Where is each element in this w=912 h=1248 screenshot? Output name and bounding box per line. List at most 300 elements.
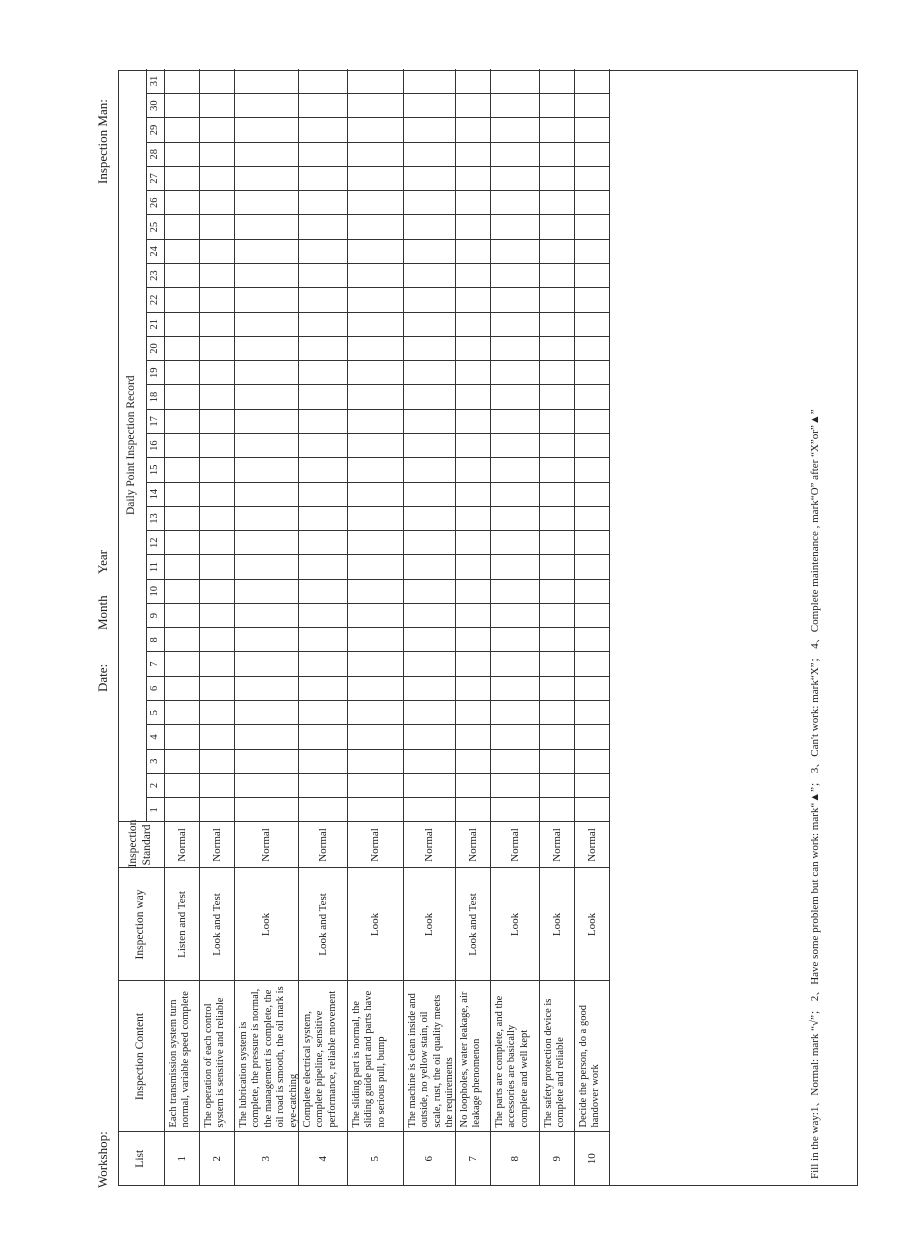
daily-record-cell[interactable] (347, 749, 403, 773)
daily-record-cell[interactable] (539, 409, 574, 433)
daily-record-cell[interactable] (403, 531, 455, 555)
daily-record-cell[interactable] (490, 409, 539, 433)
daily-record-cell[interactable] (164, 264, 199, 288)
daily-record-cell[interactable] (234, 239, 298, 263)
daily-record-cell[interactable] (574, 701, 609, 725)
daily-record-cell[interactable] (403, 555, 455, 579)
daily-record-cell[interactable] (164, 118, 199, 142)
daily-record-cell[interactable] (574, 288, 609, 312)
daily-record-cell[interactable] (234, 409, 298, 433)
daily-record-cell[interactable] (455, 288, 490, 312)
daily-record-cell[interactable] (298, 166, 347, 190)
daily-record-cell[interactable] (455, 701, 490, 725)
daily-record-cell[interactable] (455, 798, 490, 822)
daily-record-cell[interactable] (403, 166, 455, 190)
daily-record-cell[interactable] (164, 385, 199, 409)
daily-record-cell[interactable] (455, 409, 490, 433)
daily-record-cell[interactable] (574, 482, 609, 506)
daily-record-cell[interactable] (574, 142, 609, 166)
daily-record-cell[interactable] (403, 701, 455, 725)
daily-record-cell[interactable] (164, 506, 199, 530)
daily-record-cell[interactable] (234, 798, 298, 822)
daily-record-cell[interactable] (403, 94, 455, 118)
daily-record-cell[interactable] (490, 166, 539, 190)
daily-record-cell[interactable] (347, 361, 403, 385)
daily-record-cell[interactable] (403, 458, 455, 482)
daily-record-cell[interactable] (164, 69, 199, 94)
daily-record-cell[interactable] (164, 142, 199, 166)
daily-record-cell[interactable] (199, 118, 234, 142)
daily-record-cell[interactable] (347, 531, 403, 555)
daily-record-cell[interactable] (347, 506, 403, 530)
daily-record-cell[interactable] (199, 531, 234, 555)
daily-record-cell[interactable] (539, 482, 574, 506)
daily-record-cell[interactable] (298, 701, 347, 725)
daily-record-cell[interactable] (298, 749, 347, 773)
daily-record-cell[interactable] (298, 798, 347, 822)
daily-record-cell[interactable] (298, 239, 347, 263)
daily-record-cell[interactable] (539, 264, 574, 288)
daily-record-cell[interactable] (298, 69, 347, 94)
daily-record-cell[interactable] (199, 166, 234, 190)
daily-record-cell[interactable] (199, 433, 234, 457)
daily-record-cell[interactable] (164, 94, 199, 118)
daily-record-cell[interactable] (455, 239, 490, 263)
daily-record-cell[interactable] (490, 69, 539, 94)
daily-record-cell[interactable] (298, 725, 347, 749)
daily-record-cell[interactable] (455, 361, 490, 385)
daily-record-cell[interactable] (347, 458, 403, 482)
daily-record-cell[interactable] (298, 531, 347, 555)
daily-record-cell[interactable] (574, 798, 609, 822)
daily-record-cell[interactable] (539, 385, 574, 409)
daily-record-cell[interactable] (539, 652, 574, 676)
daily-record-cell[interactable] (164, 312, 199, 336)
daily-record-cell[interactable] (539, 458, 574, 482)
daily-record-cell[interactable] (347, 409, 403, 433)
daily-record-cell[interactable] (347, 701, 403, 725)
daily-record-cell[interactable] (164, 191, 199, 215)
daily-record-cell[interactable] (455, 506, 490, 530)
daily-record-cell[interactable] (234, 749, 298, 773)
daily-record-cell[interactable] (234, 506, 298, 530)
daily-record-cell[interactable] (234, 773, 298, 797)
daily-record-cell[interactable] (403, 69, 455, 94)
daily-record-cell[interactable] (574, 264, 609, 288)
daily-record-cell[interactable] (164, 773, 199, 797)
daily-record-cell[interactable] (574, 579, 609, 603)
daily-record-cell[interactable] (455, 749, 490, 773)
daily-record-cell[interactable] (574, 239, 609, 263)
daily-record-cell[interactable] (490, 482, 539, 506)
daily-record-cell[interactable] (490, 628, 539, 652)
daily-record-cell[interactable] (199, 773, 234, 797)
daily-record-cell[interactable] (403, 433, 455, 457)
daily-record-cell[interactable] (199, 239, 234, 263)
daily-record-cell[interactable] (347, 725, 403, 749)
daily-record-cell[interactable] (298, 288, 347, 312)
daily-record-cell[interactable] (234, 458, 298, 482)
daily-record-cell[interactable] (298, 264, 347, 288)
daily-record-cell[interactable] (164, 579, 199, 603)
daily-record-cell[interactable] (164, 798, 199, 822)
daily-record-cell[interactable] (164, 603, 199, 627)
daily-record-cell[interactable] (347, 773, 403, 797)
daily-record-cell[interactable] (234, 336, 298, 360)
daily-record-cell[interactable] (455, 531, 490, 555)
daily-record-cell[interactable] (234, 652, 298, 676)
daily-record-cell[interactable] (298, 579, 347, 603)
daily-record-cell[interactable] (403, 725, 455, 749)
daily-record-cell[interactable] (234, 142, 298, 166)
daily-record-cell[interactable] (298, 361, 347, 385)
daily-record-cell[interactable] (455, 773, 490, 797)
daily-record-cell[interactable] (539, 773, 574, 797)
daily-record-cell[interactable] (164, 676, 199, 700)
daily-record-cell[interactable] (490, 676, 539, 700)
daily-record-cell[interactable] (574, 166, 609, 190)
daily-record-cell[interactable] (234, 385, 298, 409)
daily-record-cell[interactable] (199, 603, 234, 627)
daily-record-cell[interactable] (490, 433, 539, 457)
daily-record-cell[interactable] (455, 118, 490, 142)
daily-record-cell[interactable] (490, 336, 539, 360)
daily-record-cell[interactable] (347, 433, 403, 457)
daily-record-cell[interactable] (347, 166, 403, 190)
daily-record-cell[interactable] (199, 555, 234, 579)
daily-record-cell[interactable] (455, 628, 490, 652)
daily-record-cell[interactable] (403, 749, 455, 773)
daily-record-cell[interactable] (199, 264, 234, 288)
daily-record-cell[interactable] (539, 676, 574, 700)
daily-record-cell[interactable] (298, 555, 347, 579)
daily-record-cell[interactable] (298, 336, 347, 360)
daily-record-cell[interactable] (199, 336, 234, 360)
daily-record-cell[interactable] (455, 94, 490, 118)
daily-record-cell[interactable] (539, 506, 574, 530)
daily-record-cell[interactable] (298, 506, 347, 530)
daily-record-cell[interactable] (199, 725, 234, 749)
daily-record-cell[interactable] (298, 628, 347, 652)
daily-record-cell[interactable] (234, 191, 298, 215)
daily-record-cell[interactable] (455, 166, 490, 190)
daily-record-cell[interactable] (403, 215, 455, 239)
daily-record-cell[interactable] (347, 652, 403, 676)
daily-record-cell[interactable] (298, 773, 347, 797)
daily-record-cell[interactable] (403, 409, 455, 433)
daily-record-cell[interactable] (347, 94, 403, 118)
daily-record-cell[interactable] (403, 676, 455, 700)
daily-record-cell[interactable] (403, 191, 455, 215)
daily-record-cell[interactable] (347, 191, 403, 215)
daily-record-cell[interactable] (347, 385, 403, 409)
daily-record-cell[interactable] (539, 118, 574, 142)
daily-record-cell[interactable] (455, 603, 490, 627)
daily-record-cell[interactable] (403, 628, 455, 652)
daily-record-cell[interactable] (234, 725, 298, 749)
daily-record-cell[interactable] (164, 531, 199, 555)
daily-record-cell[interactable] (234, 531, 298, 555)
daily-record-cell[interactable] (199, 701, 234, 725)
daily-record-cell[interactable] (490, 652, 539, 676)
daily-record-cell[interactable] (234, 482, 298, 506)
daily-record-cell[interactable] (234, 701, 298, 725)
daily-record-cell[interactable] (490, 385, 539, 409)
daily-record-cell[interactable] (539, 579, 574, 603)
daily-record-cell[interactable] (164, 701, 199, 725)
daily-record-cell[interactable] (234, 433, 298, 457)
daily-record-cell[interactable] (539, 69, 574, 94)
daily-record-cell[interactable] (403, 312, 455, 336)
daily-record-cell[interactable] (574, 458, 609, 482)
daily-record-cell[interactable] (539, 288, 574, 312)
daily-record-cell[interactable] (574, 361, 609, 385)
daily-record-cell[interactable] (347, 676, 403, 700)
daily-record-cell[interactable] (539, 798, 574, 822)
daily-record-cell[interactable] (574, 385, 609, 409)
daily-record-cell[interactable] (199, 798, 234, 822)
daily-record-cell[interactable] (539, 336, 574, 360)
daily-record-cell[interactable] (347, 288, 403, 312)
daily-record-cell[interactable] (403, 773, 455, 797)
daily-record-cell[interactable] (347, 579, 403, 603)
daily-record-cell[interactable] (347, 215, 403, 239)
daily-record-cell[interactable] (403, 385, 455, 409)
daily-record-cell[interactable] (164, 433, 199, 457)
daily-record-cell[interactable] (574, 215, 609, 239)
daily-record-cell[interactable] (199, 506, 234, 530)
daily-record-cell[interactable] (403, 579, 455, 603)
daily-record-cell[interactable] (234, 603, 298, 627)
daily-record-cell[interactable] (539, 725, 574, 749)
daily-record-cell[interactable] (234, 118, 298, 142)
daily-record-cell[interactable] (347, 336, 403, 360)
daily-record-cell[interactable] (199, 579, 234, 603)
daily-record-cell[interactable] (298, 142, 347, 166)
daily-record-cell[interactable] (574, 725, 609, 749)
daily-record-cell[interactable] (490, 506, 539, 530)
daily-record-cell[interactable] (455, 652, 490, 676)
daily-record-cell[interactable] (539, 94, 574, 118)
daily-record-cell[interactable] (164, 409, 199, 433)
daily-record-cell[interactable] (574, 69, 609, 94)
daily-record-cell[interactable] (298, 385, 347, 409)
daily-record-cell[interactable] (298, 94, 347, 118)
daily-record-cell[interactable] (298, 191, 347, 215)
daily-record-cell[interactable] (539, 361, 574, 385)
daily-record-cell[interactable] (574, 652, 609, 676)
daily-record-cell[interactable] (164, 628, 199, 652)
daily-record-cell[interactable] (490, 361, 539, 385)
daily-record-cell[interactable] (490, 603, 539, 627)
daily-record-cell[interactable] (574, 676, 609, 700)
daily-record-cell[interactable] (164, 336, 199, 360)
daily-record-cell[interactable] (574, 555, 609, 579)
daily-record-cell[interactable] (539, 215, 574, 239)
daily-record-cell[interactable] (403, 239, 455, 263)
daily-record-cell[interactable] (490, 579, 539, 603)
daily-record-cell[interactable] (298, 312, 347, 336)
daily-record-cell[interactable] (164, 215, 199, 239)
daily-record-cell[interactable] (298, 409, 347, 433)
daily-record-cell[interactable] (199, 191, 234, 215)
daily-record-cell[interactable] (298, 118, 347, 142)
daily-record-cell[interactable] (403, 798, 455, 822)
daily-record-cell[interactable] (347, 142, 403, 166)
daily-record-cell[interactable] (234, 215, 298, 239)
daily-record-cell[interactable] (574, 603, 609, 627)
daily-record-cell[interactable] (539, 191, 574, 215)
daily-record-cell[interactable] (199, 312, 234, 336)
daily-record-cell[interactable] (455, 676, 490, 700)
daily-record-cell[interactable] (298, 458, 347, 482)
daily-record-cell[interactable] (164, 361, 199, 385)
daily-record-cell[interactable] (455, 69, 490, 94)
daily-record-cell[interactable] (234, 69, 298, 94)
daily-record-cell[interactable] (234, 628, 298, 652)
daily-record-cell[interactable] (403, 142, 455, 166)
daily-record-cell[interactable] (490, 312, 539, 336)
daily-record-cell[interactable] (164, 482, 199, 506)
daily-record-cell[interactable] (347, 239, 403, 263)
daily-record-cell[interactable] (199, 94, 234, 118)
daily-record-cell[interactable] (539, 701, 574, 725)
daily-record-cell[interactable] (234, 312, 298, 336)
daily-record-cell[interactable] (403, 288, 455, 312)
daily-record-cell[interactable] (403, 506, 455, 530)
daily-record-cell[interactable] (298, 433, 347, 457)
daily-record-cell[interactable] (403, 264, 455, 288)
daily-record-cell[interactable] (539, 239, 574, 263)
daily-record-cell[interactable] (347, 264, 403, 288)
daily-record-cell[interactable] (199, 749, 234, 773)
daily-record-cell[interactable] (403, 482, 455, 506)
daily-record-cell[interactable] (455, 336, 490, 360)
daily-record-cell[interactable] (347, 312, 403, 336)
daily-record-cell[interactable] (574, 409, 609, 433)
daily-record-cell[interactable] (234, 264, 298, 288)
daily-record-cell[interactable] (490, 531, 539, 555)
daily-record-cell[interactable] (539, 142, 574, 166)
daily-record-cell[interactable] (234, 361, 298, 385)
daily-record-cell[interactable] (455, 215, 490, 239)
daily-record-cell[interactable] (574, 433, 609, 457)
daily-record-cell[interactable] (490, 215, 539, 239)
daily-record-cell[interactable] (199, 676, 234, 700)
daily-record-cell[interactable] (574, 531, 609, 555)
daily-record-cell[interactable] (455, 725, 490, 749)
daily-record-cell[interactable] (403, 603, 455, 627)
daily-record-cell[interactable] (539, 628, 574, 652)
daily-record-cell[interactable] (574, 94, 609, 118)
daily-record-cell[interactable] (164, 166, 199, 190)
daily-record-cell[interactable] (199, 69, 234, 94)
daily-record-cell[interactable] (199, 385, 234, 409)
daily-record-cell[interactable] (164, 725, 199, 749)
daily-record-cell[interactable] (574, 336, 609, 360)
daily-record-cell[interactable] (490, 94, 539, 118)
daily-record-cell[interactable] (574, 191, 609, 215)
daily-record-cell[interactable] (234, 288, 298, 312)
daily-record-cell[interactable] (164, 555, 199, 579)
daily-record-cell[interactable] (347, 482, 403, 506)
daily-record-cell[interactable] (539, 531, 574, 555)
daily-record-cell[interactable] (490, 118, 539, 142)
daily-record-cell[interactable] (199, 142, 234, 166)
daily-record-cell[interactable] (298, 603, 347, 627)
daily-record-cell[interactable] (234, 166, 298, 190)
daily-record-cell[interactable] (574, 749, 609, 773)
daily-record-cell[interactable] (490, 458, 539, 482)
daily-record-cell[interactable] (298, 652, 347, 676)
daily-record-cell[interactable] (164, 239, 199, 263)
daily-record-cell[interactable] (199, 628, 234, 652)
daily-record-cell[interactable] (347, 628, 403, 652)
daily-record-cell[interactable] (347, 118, 403, 142)
daily-record-cell[interactable] (199, 652, 234, 676)
daily-record-cell[interactable] (347, 555, 403, 579)
daily-record-cell[interactable] (403, 652, 455, 676)
daily-record-cell[interactable] (199, 215, 234, 239)
daily-record-cell[interactable] (490, 749, 539, 773)
daily-record-cell[interactable] (199, 482, 234, 506)
daily-record-cell[interactable] (234, 94, 298, 118)
daily-record-cell[interactable] (455, 385, 490, 409)
daily-record-cell[interactable] (574, 118, 609, 142)
daily-record-cell[interactable] (490, 798, 539, 822)
daily-record-cell[interactable] (539, 166, 574, 190)
daily-record-cell[interactable] (490, 773, 539, 797)
daily-record-cell[interactable] (455, 579, 490, 603)
daily-record-cell[interactable] (199, 409, 234, 433)
daily-record-cell[interactable] (574, 773, 609, 797)
daily-record-cell[interactable] (574, 628, 609, 652)
daily-record-cell[interactable] (403, 118, 455, 142)
daily-record-cell[interactable] (455, 191, 490, 215)
daily-record-cell[interactable] (490, 191, 539, 215)
daily-record-cell[interactable] (490, 555, 539, 579)
daily-record-cell[interactable] (234, 579, 298, 603)
daily-record-cell[interactable] (347, 798, 403, 822)
daily-record-cell[interactable] (539, 433, 574, 457)
daily-record-cell[interactable] (490, 701, 539, 725)
daily-record-cell[interactable] (234, 555, 298, 579)
daily-record-cell[interactable] (234, 676, 298, 700)
daily-record-cell[interactable] (490, 725, 539, 749)
daily-record-cell[interactable] (455, 482, 490, 506)
daily-record-cell[interactable] (455, 264, 490, 288)
daily-record-cell[interactable] (199, 361, 234, 385)
daily-record-cell[interactable] (164, 458, 199, 482)
daily-record-cell[interactable] (455, 458, 490, 482)
daily-record-cell[interactable] (298, 215, 347, 239)
daily-record-cell[interactable] (574, 312, 609, 336)
daily-record-cell[interactable] (403, 361, 455, 385)
daily-record-cell[interactable] (490, 239, 539, 263)
daily-record-cell[interactable] (347, 603, 403, 627)
daily-record-cell[interactable] (403, 336, 455, 360)
daily-record-cell[interactable] (455, 312, 490, 336)
daily-record-cell[interactable] (455, 555, 490, 579)
daily-record-cell[interactable] (539, 749, 574, 773)
daily-record-cell[interactable] (574, 506, 609, 530)
daily-record-cell[interactable] (164, 652, 199, 676)
daily-record-cell[interactable] (298, 676, 347, 700)
daily-record-cell[interactable] (199, 288, 234, 312)
daily-record-cell[interactable] (164, 749, 199, 773)
daily-record-cell[interactable] (347, 69, 403, 94)
daily-record-cell[interactable] (539, 603, 574, 627)
